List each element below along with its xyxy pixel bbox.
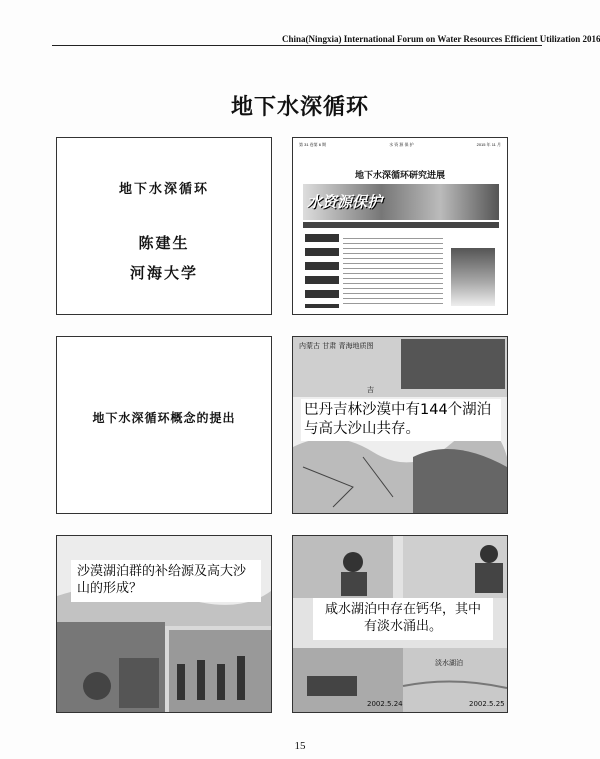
map-label-top: 内蒙古 甘肃 青海地质图: [299, 342, 374, 350]
slide-badain-jaran: [292, 336, 508, 514]
journal-article-list: [343, 234, 443, 308]
slide-concept-text: 地下水深循环概念的提出: [92, 411, 236, 425]
slide-journal: [292, 137, 508, 315]
slide-salt-lake: [292, 535, 508, 713]
journal-nav-bar: [303, 222, 499, 228]
journal-sidebar: [305, 234, 339, 308]
slide-author: 陈建生: [138, 234, 190, 252]
slide-recharge: [56, 535, 272, 713]
slide-affiliation: 河海大学: [129, 264, 198, 282]
photo-date-right: 2002.5.25: [469, 700, 505, 708]
photo-label: 淡水湖泊: [435, 659, 463, 667]
journal-cover-image: [451, 248, 495, 306]
slide-title-text: 地下水深循环: [118, 182, 209, 197]
slide-badain-caption: 巴丹吉林沙漠中有144个湖泊与高大沙山共存。: [301, 399, 501, 441]
journal-article-title: 地下水深循环研究进展: [354, 171, 445, 181]
slide-title: [56, 137, 272, 315]
header-rule: [52, 45, 542, 46]
journal-header: [299, 142, 501, 148]
photo-date-left: 2002.5.24: [367, 700, 403, 708]
slide-recharge-caption: 沙漠湖泊群的补给源及高大沙山的形成？: [71, 560, 261, 602]
journal-name: 水 资 源 保 护: [389, 142, 414, 147]
slide-concept: [56, 336, 272, 514]
map-label-place: 吉: [367, 386, 374, 394]
page-number: 15: [294, 740, 306, 752]
running-header: China(Ningxia) International Forum on Water Resources Efficient Utilization 2016: [282, 34, 600, 44]
journal-date: 2015 年 11 月: [476, 142, 501, 147]
journal-logo: 水资源保护: [307, 193, 383, 211]
journal-volume: 第 31 卷第 6 期: [299, 142, 327, 147]
slide-salt-lake-caption: 咸水湖泊中存在钙华，其中有淡水涌出。: [313, 598, 493, 640]
page-title: 地下水深循环: [230, 95, 369, 120]
